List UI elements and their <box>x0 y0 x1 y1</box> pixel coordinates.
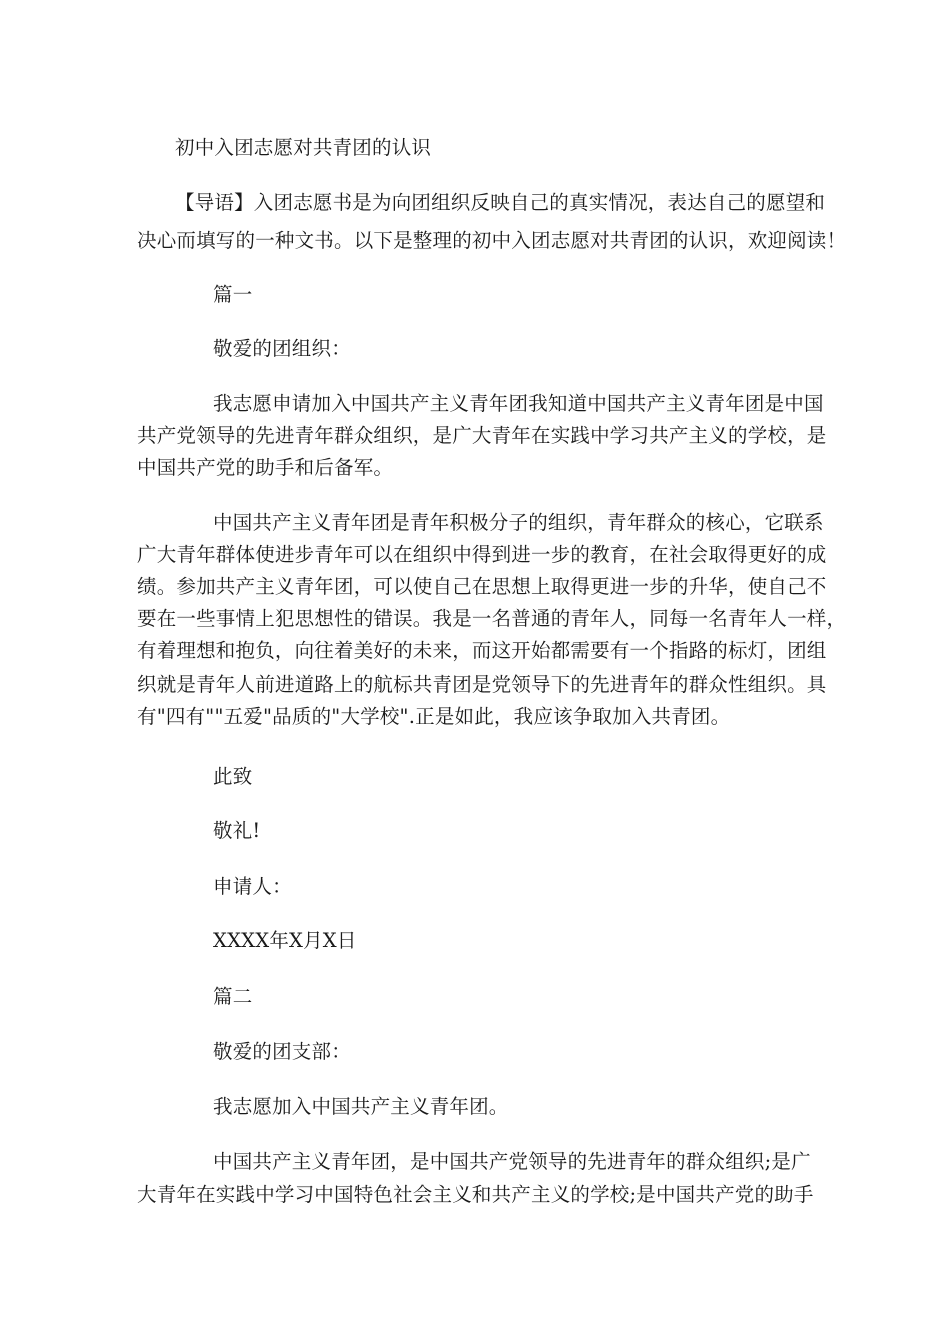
part1-date: XXXX年X月X日 <box>213 929 357 952</box>
part1-para1-line-2: 共产党领导的先进青年群众组织，是广大青年在实践中学习共产主义的学校，是 <box>137 424 827 447</box>
part1-para2-line-5: 有着理想和抱负，向往着美好的未来，而这开始都需要有一个指路的标灯，团组 <box>137 639 827 662</box>
part1-para2-line-3: 绩。参加共产主义青年团，可以使自己在思想上取得更进一步的升华，使自己不 <box>137 575 827 598</box>
part1-para2-line-4: 要在一些事情上犯思想性的错误。我是一名普通的青年人，同每一名青年人一样， <box>137 607 847 630</box>
part1-applicant: 申请人： <box>213 875 292 898</box>
part1-closing-2: 敬礼! <box>213 819 261 842</box>
part1-para2-line-6: 织就是青年人前进道路上的航标共青团是党领导下的先进青年的群众性组织。具 <box>137 673 827 696</box>
part2-para1: 我志愿加入中国共产主义青年团。 <box>213 1095 509 1118</box>
part1-salutation: 敬爱的团组织： <box>213 337 351 360</box>
part2-para2-line-1: 中国共产主义青年团，是中国共产党领导的先进青年的群众组织;是广 <box>213 1150 811 1173</box>
intro-line-2: 决心而填写的一种文书。以下是整理的初中入团志愿对共青团的认识，欢迎阅读！ <box>137 229 847 252</box>
part2-salutation: 敬爱的团支部： <box>213 1040 351 1063</box>
part1-heading: 篇一 <box>213 283 253 306</box>
part2-para2-line-2: 大青年在实践中学习中国特色社会主义和共产主义的学校;是中国共产党的助手 <box>137 1183 814 1206</box>
intro-line-1: 【导语】入团志愿书是为向团组织反映自己的真实情况，表达自己的愿望和 <box>175 191 826 214</box>
part1-para1-line-3: 中国共产党的助手和后备军。 <box>137 456 394 479</box>
part1-para2-line-7: 有"四有""五爱"品质的"大学校".正是如此，我应该争取加入共青团。 <box>137 705 731 728</box>
part1-para2-line-2: 广大青年群体使进步青年可以在组织中得到进一步的教育，在社会取得更好的成 <box>137 543 827 566</box>
document-title: 初中入团志愿对共青团的认识 <box>175 136 432 159</box>
part1-para2-line-1: 中国共产主义青年团是青年积极分子的组织，青年群众的核心，它联系 <box>213 511 824 534</box>
part1-closing-1: 此致 <box>213 765 253 788</box>
part2-heading: 篇二 <box>213 985 253 1008</box>
part1-para1-line-1: 我志愿申请加入中国共产主义青年团我知道中国共产主义青年团是中国 <box>213 392 824 415</box>
